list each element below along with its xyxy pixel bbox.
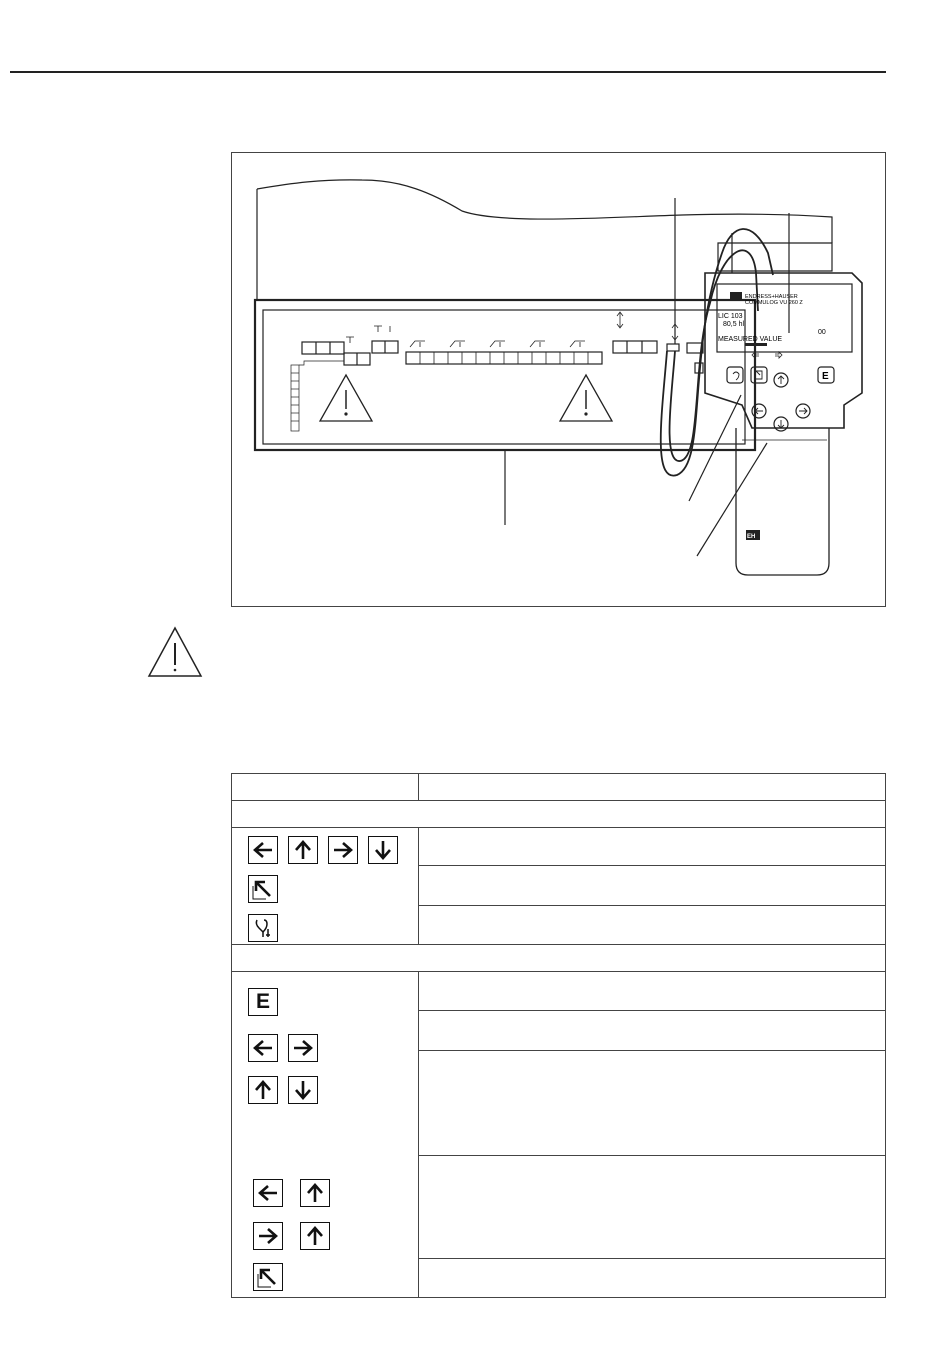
- arrow-up-icon: [248, 1076, 278, 1104]
- section-rule: [232, 944, 885, 945]
- home-arrow-icon: [253, 1263, 283, 1291]
- display-value: 80,5 hl: [723, 321, 745, 328]
- header-rule: [10, 71, 886, 73]
- service-icon: [248, 914, 278, 942]
- handheld-brand: ENDRESS+HAUSER: [745, 294, 798, 300]
- table-row: [418, 1258, 885, 1259]
- handheld-e-key-label: E: [822, 371, 829, 382]
- handheld-logo: EH: [747, 534, 756, 540]
- arrow-up-icon: [300, 1179, 330, 1207]
- diagram-drawing: [232, 153, 887, 608]
- table-row: [418, 1050, 885, 1051]
- arrow-right-icon: [288, 1034, 318, 1062]
- arrow-up-icon: [300, 1222, 330, 1250]
- display-menu: MEASURED VALUE: [718, 336, 783, 343]
- arrow-left-icon: [248, 836, 278, 864]
- enter-key-icon: E: [248, 988, 278, 1016]
- table-column-divider: [418, 774, 419, 800]
- connection-socket: [667, 344, 679, 351]
- key-function-table: [231, 773, 886, 1298]
- section-rule: [232, 971, 885, 972]
- arrow-right-icon: [328, 836, 358, 864]
- arrow-down-icon: [368, 836, 398, 864]
- table-header-rule: [232, 800, 885, 801]
- terminal-strip: [302, 341, 657, 365]
- section-rule: [232, 827, 885, 828]
- arrow-up-icon: [288, 836, 318, 864]
- handheld-model: COMMULOG VU 260 Z: [745, 300, 803, 306]
- table-row: [418, 1010, 885, 1011]
- housing-cut-line: [257, 180, 832, 243]
- table-row: [418, 865, 885, 866]
- arrow-down-icon: [288, 1076, 318, 1104]
- table-row: [418, 1155, 885, 1156]
- table-row: [418, 905, 885, 906]
- display-tag: LIC 103: [718, 313, 743, 320]
- arrow-left-icon: [253, 1179, 283, 1207]
- display-code: 00: [818, 329, 826, 336]
- connection-diagram: [231, 152, 886, 607]
- home-arrow-icon: [248, 875, 278, 903]
- terminal-housing: [255, 300, 755, 450]
- arrow-right-icon: [253, 1222, 283, 1250]
- warning-icon: [146, 625, 204, 686]
- arrow-left-icon: [248, 1034, 278, 1062]
